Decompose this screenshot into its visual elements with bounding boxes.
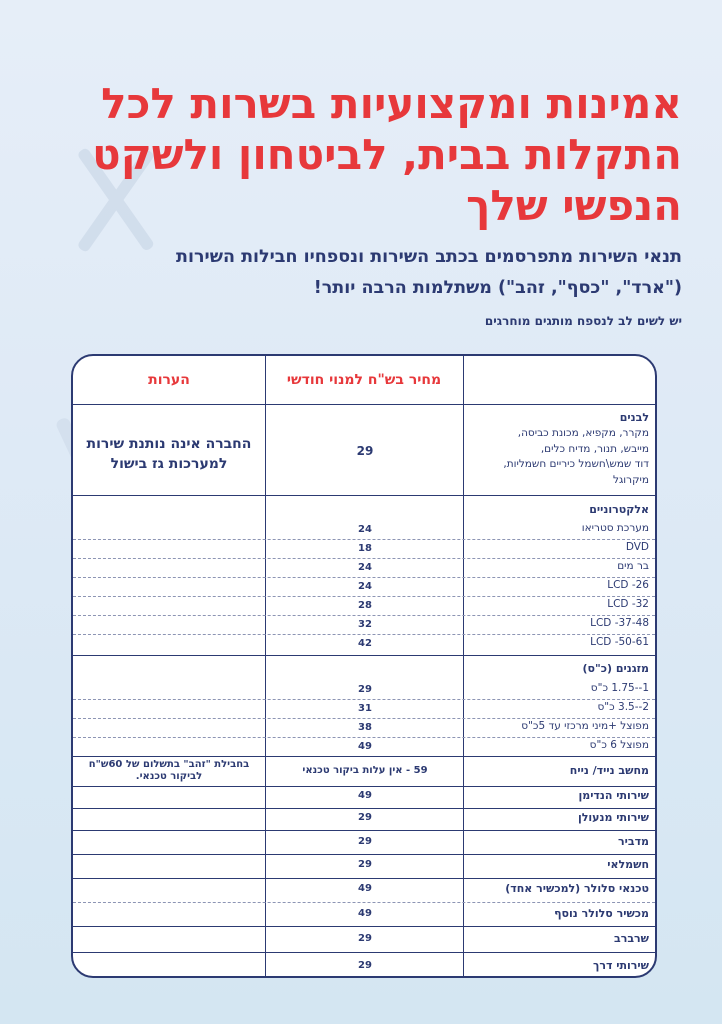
locksmith-price: 29 <box>358 812 372 823</box>
electrician-price: 29 <box>358 859 372 870</box>
dashed-divider <box>73 615 655 616</box>
row-divider <box>73 952 655 953</box>
dashed-divider <box>73 596 655 597</box>
headline-line-2: התקלות בבית, לביטחון ולשקט <box>92 130 682 179</box>
ac-price: 49 <box>358 741 372 752</box>
electronics-item: LCD -50-61 <box>590 636 649 648</box>
white-goods-price: 29 <box>356 444 374 458</box>
row-divider <box>73 404 655 405</box>
ac-item: מפוצל +מיני מרכזי עד 5כ"ס <box>521 720 649 732</box>
plumber-label: שרברב <box>613 932 649 945</box>
description-line: מיקרוגל <box>612 473 649 486</box>
dashed-divider <box>73 699 655 700</box>
electronics-price: 18 <box>358 543 372 554</box>
white-goods-remark: החברה אינה נותנת שירות למערכות גז בישול <box>86 436 252 472</box>
electronics-item: LCD -32 <box>607 598 649 610</box>
ac-item: מפוצל 6 כ"ס <box>589 739 649 751</box>
handyman-price: 49 <box>358 790 372 801</box>
category-electronics: אלקטרוניים <box>589 503 649 516</box>
row-divider <box>73 655 655 656</box>
road-service-price: 29 <box>358 960 372 971</box>
electronics-price: 24 <box>358 562 372 573</box>
white-goods-description <box>464 426 649 488</box>
row-divider <box>73 854 655 855</box>
laptop-service-label: מחשב נייד/ נייח <box>569 764 649 777</box>
electronics-item: DVD <box>625 541 649 553</box>
row-divider <box>73 786 655 787</box>
row-divider <box>73 878 655 879</box>
electronics-price: 24 <box>358 581 372 592</box>
row-divider <box>73 830 655 831</box>
electronics-price: 28 <box>358 600 372 611</box>
electronics-item: LCD -26 <box>607 579 649 591</box>
extra-device-price: 49 <box>358 908 372 919</box>
price-table <box>71 354 657 978</box>
electronics-item: מערכת סטריאו <box>581 522 649 534</box>
row-divider <box>73 926 655 927</box>
subheading-line-2: ("ארד", "כסף", זהב") משתלמות הרבה יותר! <box>313 278 682 298</box>
ac-item: 1--1.75 כ"ס <box>590 682 649 694</box>
description-line: מייבש, תנור, מדיח כלים, <box>540 442 649 455</box>
headline-line-1: אמינות ומקצועיות בשרות לכל <box>101 79 682 128</box>
row-divider <box>73 495 655 496</box>
dashed-divider <box>73 558 655 559</box>
headline-line-3: הנפשי שלך <box>466 181 682 230</box>
category-white-goods: לבנים <box>619 411 649 424</box>
road-service-label: שירותי דרך <box>592 959 649 972</box>
handyman-label: שירותי הנדימן <box>578 789 649 802</box>
category-air-conditioners: מזגנים (כ"ס) <box>582 662 649 675</box>
plumber-price: 29 <box>358 933 372 944</box>
row-divider <box>73 808 655 809</box>
electronics-price: 24 <box>358 524 372 535</box>
description-line: מקרר, מקפיא, מכונת כביסה, <box>517 427 649 439</box>
ac-price: 29 <box>358 684 372 695</box>
price-column-header: מחיר בש"ח למנוי חודשי <box>286 371 442 388</box>
electrician-label: חשמלאי <box>607 858 649 871</box>
excluded-brands-note: יש לשים לב לנספח מותגים מוחרגים <box>484 314 682 328</box>
dashed-divider <box>73 737 655 738</box>
remarks-column-header: הערות <box>148 371 190 388</box>
electronics-price: 42 <box>358 638 372 649</box>
electronics-item: LCD -37-48 <box>590 617 649 629</box>
dashed-divider <box>73 718 655 719</box>
cellular-technician-price: 49 <box>358 883 372 894</box>
subheading-line-1: תנאי השירות מתפרסמים בכתב השירות ונספחיו חבילות השירות <box>176 247 682 267</box>
locksmith-label: שירותי מנעולן <box>577 811 649 824</box>
electronics-price: 32 <box>358 619 372 630</box>
dashed-divider <box>73 634 655 635</box>
ac-price: 38 <box>358 722 372 733</box>
ac-price: 31 <box>358 703 372 714</box>
dashed-divider <box>73 902 655 903</box>
exterminator-price: 29 <box>358 836 372 847</box>
ac-item: 2--3.5 כ"ס <box>597 701 649 713</box>
dashed-divider <box>73 577 655 578</box>
page-headline <box>22 78 682 231</box>
cellular-technician-label: טכנאי סלולר (למכשיר אחד) <box>505 882 649 895</box>
dashed-divider <box>73 539 655 540</box>
description-line: דוד שמש\חשמל כיריים חשמליות, <box>503 458 649 470</box>
laptop-service-remark: בחבילת "זהב" בתשלום של 60ש"ח לביקור טכנאי. <box>88 759 250 782</box>
row-divider <box>73 756 655 757</box>
exterminator-label: מדביר <box>618 835 649 848</box>
electronics-item: בר מים <box>617 560 649 572</box>
laptop-service-price: 59 - אין עלות ביקור טכנאי <box>302 765 428 776</box>
subheading <box>22 242 682 304</box>
extra-device-label: מכשיר סלולר נוסף <box>554 907 649 920</box>
